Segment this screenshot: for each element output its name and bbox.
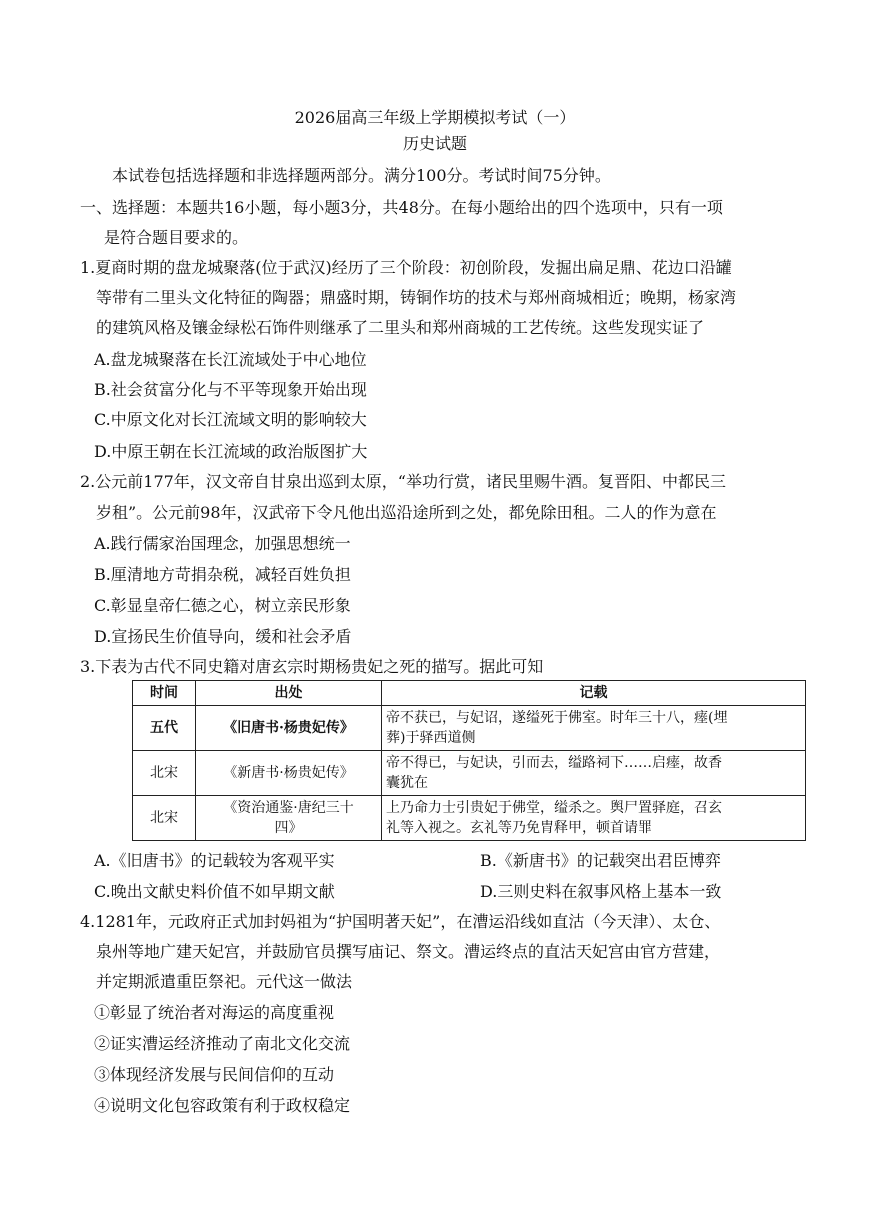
q4-item-4: ④说明文化包容政策有利于政权稳定	[94, 1096, 351, 1115]
section-heading: 一、选择题：本题共16小题，每小题3分，共48分。在每小题给出的四个选项中，只有一项	[80, 198, 723, 217]
cell-source: 《旧唐书·杨贵妃传》	[196, 706, 382, 751]
cell-source-line: 四》	[274, 820, 303, 836]
q3-option-c[interactable]: C.晚出文献史料价值不如早期文献	[94, 882, 335, 901]
cell-time: 北宋	[133, 796, 196, 841]
q3-option-a[interactable]: A.《旧唐书》的记载较为客观平实	[94, 851, 335, 870]
q2-option-b[interactable]: B.厘清地方苛捐杂税，减轻百姓负担	[94, 565, 351, 584]
q3-option-d[interactable]: D.三则史料在叙事风格上基本一致	[480, 882, 722, 901]
table-header-record: 记载	[382, 681, 806, 706]
table-header-row	[133, 681, 806, 706]
q4-item-3: ③体现经济发展与民间信仰的互动	[94, 1065, 335, 1084]
q1-option-a[interactable]: A.盘龙城聚落在长江流域处于中心地位	[94, 350, 367, 369]
exam-intro: 本试卷包括选择题和非选择题两部分。满分100分。考试时间75分钟。	[112, 166, 611, 185]
table-row	[133, 751, 806, 796]
question-1-stem: 等带有二里头文化特征的陶器；鼎盛时期，铸铜作坊的技术与郑州商城相近；晚期，杨家湾	[96, 288, 737, 307]
q3-option-b[interactable]: B.《新唐书》的记载突出君臣博弈	[480, 851, 721, 870]
q2-option-c[interactable]: C.彰显皇帝仁德之心，树立亲民形象	[94, 596, 351, 615]
cell-time: 北宋	[133, 751, 196, 796]
q2-option-d[interactable]: D.宣扬民生价值导向，缓和社会矛盾	[94, 627, 352, 646]
exam-title: 2026届高三年级上学期模拟考试（一）	[294, 108, 576, 127]
cell-record-line: 帝不得已，与妃诀，引而去，缢路祠下……启瘗，故香	[386, 755, 722, 771]
cell-record-line: 上乃命力士引贵妃于佛堂，缢杀之。舆尸置驿庭，召玄	[386, 800, 722, 816]
cell-record	[382, 751, 806, 796]
q2-option-a[interactable]: A.践行儒家治国理念，加强思想统一	[94, 534, 351, 553]
section-heading-cont: 是符合题目要求的。	[104, 228, 249, 247]
q4-item-2: ②证实漕运经济推动了南北文化交流	[94, 1034, 351, 1053]
question-1-stem: 的建筑风格及镶金绿松石饰件则继承了二里头和郑州商城的工艺传统。这些发现实证了	[96, 318, 705, 337]
question-2-stem: 2.公元前177年，汉文帝自甘泉出巡到太原，“举功行赏，诸民里赐牛酒。复晋阳、中都民三	[80, 472, 726, 491]
q1-option-d[interactable]: D.中原王朝在长江流域的政治版图扩大	[94, 442, 368, 461]
cell-record	[382, 796, 806, 841]
question-2-stem: 岁租”。公元前98年，汉武帝下令凡他出巡沿途所到之处，都免除田租。二人的作为意在	[96, 503, 717, 522]
question-4-stem: 泉州等地广建天妃宫，并鼓励官员撰写庙记、祭文。漕运终点的直沽天妃宫由官方营建，	[96, 942, 721, 961]
cell-record-line: 礼等入视之。玄礼等乃免胄释甲，顿首请罪	[386, 820, 652, 836]
question-4-stem: 并定期派遣重臣祭祀。元代这一做法	[96, 972, 353, 991]
cell-source-line: 《资治通鉴·唐纪三十	[223, 800, 354, 816]
cell-source: 《新唐书·杨贵妃传》	[196, 751, 382, 796]
cell-record-line: 囊犹在	[386, 775, 428, 791]
question-4-stem: 4.1281年，元政府正式加封妈祖为“护国明著天妃”，在漕运沿线如直沽（今天津）、太仓、	[80, 912, 721, 931]
q4-item-1: ①彰显了统治者对海运的高度重视	[94, 1003, 335, 1022]
q1-option-b[interactable]: B.社会贫富分化与不平等现象开始出现	[94, 380, 367, 399]
table-header-source: 出处	[196, 681, 382, 706]
subject-title: 历史试题	[402, 134, 467, 153]
cell-source	[196, 796, 382, 841]
cell-record-line: 帝不获已，与妃诏，遂缢死于佛室。时年三十八，瘗(埋	[386, 710, 728, 726]
question-1-stem: 1.夏商时期的盘龙城聚落(位于武汉)经历了三个阶段：初创阶段，发掘出扁足鼎、花边口沿罐	[80, 258, 732, 277]
question-3-stem: 3.下表为古代不同史籍对唐玄宗时期杨贵妃之死的描写。据此可知	[80, 657, 544, 676]
cell-time: 五代	[133, 706, 196, 751]
history-source-table	[132, 680, 806, 841]
table-header-time: 时间	[133, 681, 196, 706]
cell-record-line: 葬)于驿西道侧	[386, 730, 476, 746]
table-row	[133, 706, 806, 751]
cell-record	[382, 706, 806, 751]
table-row	[133, 796, 806, 841]
q1-option-c[interactable]: C.中原文化对长江流域文明的影响较大	[94, 410, 367, 429]
